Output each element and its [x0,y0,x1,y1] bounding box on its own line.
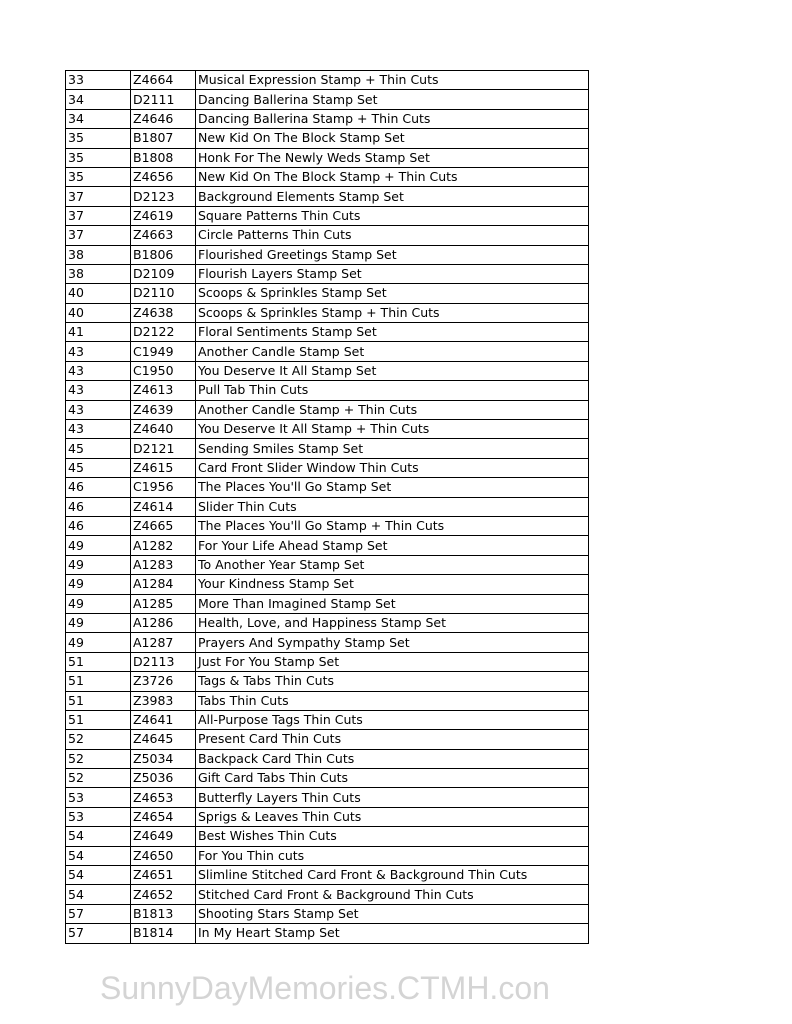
product-name-cell: Circle Patterns Thin Cuts [196,226,589,245]
table-row [66,323,589,342]
item-code-cell: D2110 [131,284,196,303]
product-name-cell: Tags & Tabs Thin Cuts [196,672,589,691]
product-name-cell: Another Candle Stamp + Thin Cuts [196,400,589,419]
page-number-cell: 37 [66,206,131,225]
item-code-cell: D2121 [131,439,196,458]
table-row [66,400,589,419]
product-name-cell: Prayers And Sympathy Stamp Set [196,633,589,652]
page-number-cell: 38 [66,264,131,283]
table-row [66,827,589,846]
item-code-cell: Z3726 [131,672,196,691]
product-name-cell: Scoops & Sprinkles Stamp Set [196,284,589,303]
table-row [66,575,589,594]
item-code-cell: B1814 [131,924,196,943]
page-number-cell: 54 [66,866,131,885]
product-name-cell: New Kid On The Block Stamp + Thin Cuts [196,167,589,186]
item-code-cell: A1287 [131,633,196,652]
table-row [66,885,589,904]
product-name-cell: Health, Love, and Happiness Stamp Set [196,613,589,632]
product-name-cell: All-Purpose Tags Thin Cuts [196,710,589,729]
product-name-cell: The Places You'll Go Stamp Set [196,478,589,497]
table-row [66,361,589,380]
page-number-cell: 33 [66,71,131,90]
table-row [66,691,589,710]
page-number-cell: 43 [66,361,131,380]
product-name-cell: For You Thin cuts [196,846,589,865]
page-number-cell: 34 [66,109,131,128]
item-code-cell: Z4656 [131,167,196,186]
product-name-cell: To Another Year Stamp Set [196,555,589,574]
page-number-cell: 49 [66,536,131,555]
table-row [66,613,589,632]
item-code-cell: B1813 [131,904,196,923]
item-code-cell: B1806 [131,245,196,264]
item-code-cell: Z4639 [131,400,196,419]
product-name-cell: Flourished Greetings Stamp Set [196,245,589,264]
table-row [66,90,589,109]
product-name-cell: Sprigs & Leaves Thin Cuts [196,807,589,826]
table-row [66,730,589,749]
product-name-cell: Tabs Thin Cuts [196,691,589,710]
page-number-cell: 40 [66,303,131,322]
item-code-cell: Z4663 [131,226,196,245]
item-code-cell: A1282 [131,536,196,555]
item-code-cell: Z4653 [131,788,196,807]
table-row [66,284,589,303]
table-row [66,342,589,361]
item-code-cell: Z4651 [131,866,196,885]
page-number-cell: 53 [66,807,131,826]
item-code-cell: Z4654 [131,807,196,826]
page-number-cell: 46 [66,497,131,516]
product-name-cell: For Your Life Ahead Stamp Set [196,536,589,555]
item-code-cell: C1950 [131,361,196,380]
table-row [66,148,589,167]
page-number-cell: 54 [66,846,131,865]
page-number-cell: 46 [66,516,131,535]
table-row [66,245,589,264]
item-code-cell: D2113 [131,652,196,671]
page-number-cell: 51 [66,672,131,691]
page-number-cell: 38 [66,245,131,264]
product-name-cell: Square Patterns Thin Cuts [196,206,589,225]
product-name-cell: Just For You Stamp Set [196,652,589,671]
item-code-cell: Z4641 [131,710,196,729]
product-name-cell: Dancing Ballerina Stamp Set [196,90,589,109]
table-row [66,633,589,652]
item-code-cell: Z4615 [131,458,196,477]
product-name-cell: The Places You'll Go Stamp + Thin Cuts [196,516,589,535]
product-name-cell: In My Heart Stamp Set [196,924,589,943]
page-number-cell: 35 [66,148,131,167]
table-row [66,206,589,225]
page-number-cell: 37 [66,226,131,245]
product-name-cell: Gift Card Tabs Thin Cuts [196,769,589,788]
page-number-cell: 37 [66,187,131,206]
item-code-cell: Z4649 [131,827,196,846]
item-code-cell: A1285 [131,594,196,613]
page-number-cell: 49 [66,633,131,652]
table-row [66,555,589,574]
table-row [66,769,589,788]
page-number-cell: 49 [66,594,131,613]
table-row [66,226,589,245]
table-row [66,749,589,768]
page-number-cell: 43 [66,400,131,419]
product-name-cell: Sending Smiles Stamp Set [196,439,589,458]
item-code-cell: B1808 [131,148,196,167]
item-code-cell: B1807 [131,129,196,148]
product-name-cell: Your Kindness Stamp Set [196,575,589,594]
product-name-cell: Stitched Card Front & Background Thin Cuts [196,885,589,904]
product-table-body [66,71,589,944]
page-number-cell: 52 [66,730,131,749]
product-name-cell: Pull Tab Thin Cuts [196,381,589,400]
table-row [66,478,589,497]
product-name-cell: Present Card Thin Cuts [196,730,589,749]
page-number-cell: 45 [66,458,131,477]
page-number-cell: 52 [66,749,131,768]
item-code-cell: Z4638 [131,303,196,322]
product-name-cell: Background Elements Stamp Set [196,187,589,206]
table-row [66,109,589,128]
page-number-cell: 43 [66,420,131,439]
item-code-cell: Z4613 [131,381,196,400]
page-number-cell: 45 [66,439,131,458]
table-row [66,381,589,400]
item-code-cell: Z4640 [131,420,196,439]
table-row [66,303,589,322]
table-row [66,420,589,439]
page-number-cell: 57 [66,904,131,923]
table-row [66,904,589,923]
page-number-cell: 43 [66,342,131,361]
table-row [66,652,589,671]
product-name-cell: Backpack Card Thin Cuts [196,749,589,768]
page-number-cell: 51 [66,652,131,671]
page-number-cell: 49 [66,575,131,594]
item-code-cell: Z4619 [131,206,196,225]
table-row [66,807,589,826]
table-row [66,167,589,186]
item-code-cell: Z3983 [131,691,196,710]
table-row [66,497,589,516]
item-code-cell: A1284 [131,575,196,594]
product-name-cell: Dancing Ballerina Stamp + Thin Cuts [196,109,589,128]
product-name-cell: More Than Imagined Stamp Set [196,594,589,613]
page-number-cell: 52 [66,769,131,788]
product-name-cell: You Deserve It All Stamp + Thin Cuts [196,420,589,439]
product-name-cell: Honk For The Newly Weds Stamp Set [196,148,589,167]
item-code-cell: A1286 [131,613,196,632]
page-number-cell: 57 [66,924,131,943]
item-code-cell: Z4664 [131,71,196,90]
table-row [66,846,589,865]
page-number-cell: 41 [66,323,131,342]
table-row [66,672,589,691]
table-row [66,129,589,148]
page-number-cell: 35 [66,129,131,148]
product-name-cell: You Deserve It All Stamp Set [196,361,589,380]
page-number-cell: 40 [66,284,131,303]
table-row [66,866,589,885]
page-number-cell: 35 [66,167,131,186]
table-row [66,264,589,283]
item-code-cell: Z4614 [131,497,196,516]
page-number-cell: 34 [66,90,131,109]
product-name-cell: Slimline Stitched Card Front & Background Thin Cuts [196,866,589,885]
product-name-cell: Flourish Layers Stamp Set [196,264,589,283]
product-name-cell: Scoops & Sprinkles Stamp + Thin Cuts [196,303,589,322]
item-code-cell: D2109 [131,264,196,283]
table-row [66,788,589,807]
table-row [66,439,589,458]
product-name-cell: Musical Expression Stamp + Thin Cuts [196,71,589,90]
product-name-cell: Floral Sentiments Stamp Set [196,323,589,342]
item-code-cell: C1949 [131,342,196,361]
table-row [66,71,589,90]
item-code-cell: C1956 [131,478,196,497]
table-row [66,710,589,729]
product-name-cell: Shooting Stars Stamp Set [196,904,589,923]
item-code-cell: Z5034 [131,749,196,768]
item-code-cell: Z4652 [131,885,196,904]
item-code-cell: Z4646 [131,109,196,128]
page-number-cell: 51 [66,710,131,729]
item-code-cell: D2123 [131,187,196,206]
table-row [66,516,589,535]
item-code-cell: D2122 [131,323,196,342]
item-code-cell: D2111 [131,90,196,109]
page-number-cell: 54 [66,885,131,904]
table-row [66,536,589,555]
table-row [66,594,589,613]
table-row [66,924,589,943]
product-name-cell: Butterfly Layers Thin Cuts [196,788,589,807]
item-code-cell: Z4650 [131,846,196,865]
page-number-cell: 49 [66,555,131,574]
page-number-cell: 43 [66,381,131,400]
page-number-cell: 51 [66,691,131,710]
watermark-text: SunnyDayMemories.CTMH.con [100,970,550,1006]
page-number-cell: 49 [66,613,131,632]
page-number-cell: 53 [66,788,131,807]
product-table [65,70,589,944]
table-row [66,187,589,206]
product-name-cell: Best Wishes Thin Cuts [196,827,589,846]
product-name-cell: Another Candle Stamp Set [196,342,589,361]
item-code-cell: Z5036 [131,769,196,788]
page-number-cell: 46 [66,478,131,497]
table-row [66,458,589,477]
product-name-cell: New Kid On The Block Stamp Set [196,129,589,148]
item-code-cell: A1283 [131,555,196,574]
item-code-cell: Z4665 [131,516,196,535]
product-name-cell: Slider Thin Cuts [196,497,589,516]
product-name-cell: Card Front Slider Window Thin Cuts [196,458,589,477]
page-number-cell: 54 [66,827,131,846]
item-code-cell: Z4645 [131,730,196,749]
